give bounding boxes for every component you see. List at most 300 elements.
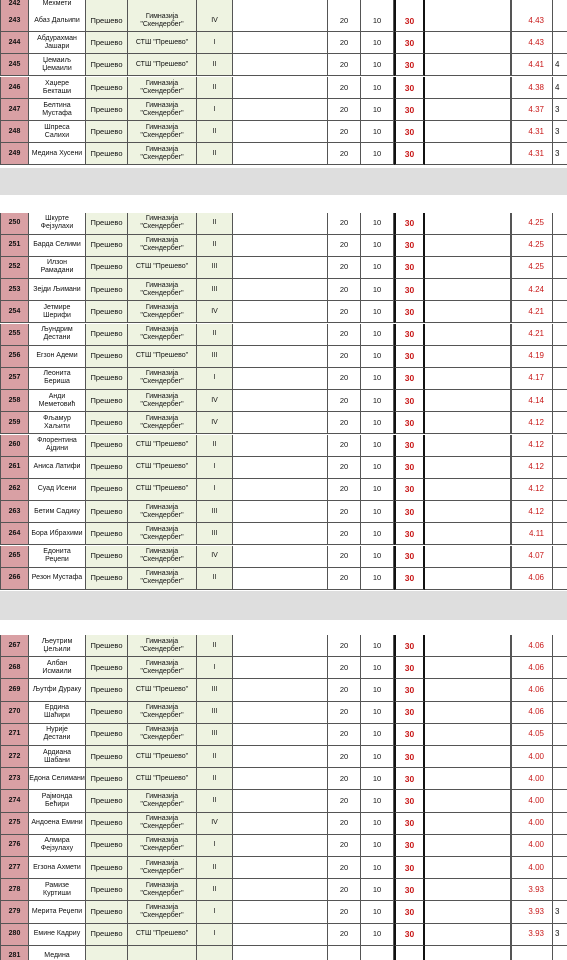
- row-number: 272: [0, 746, 29, 768]
- points-2: 10: [361, 924, 394, 946]
- city: Прешево: [86, 324, 128, 346]
- points-2: 10: [361, 901, 394, 923]
- row-number: 255: [0, 324, 29, 346]
- table-row: [0, 435, 567, 457]
- empty-cell: [425, 213, 511, 235]
- grade-average: 4.07: [511, 546, 553, 568]
- points-2: 10: [361, 457, 394, 479]
- document-page: [0, 620, 567, 960]
- empty-cell: [233, 143, 328, 165]
- empty-cell: [425, 279, 511, 301]
- points-2: 10: [361, 10, 394, 32]
- total-points: 30: [394, 346, 425, 368]
- row-number: 281: [0, 946, 29, 960]
- cut-off-value: 3: [553, 924, 567, 946]
- empty-cell: [425, 435, 511, 457]
- points-1: 20: [328, 143, 361, 165]
- school-name: Гимназија "Скендербег": [128, 790, 197, 812]
- grade-average: 4.06: [511, 679, 553, 701]
- grade: III: [197, 724, 233, 746]
- points-2: 10: [361, 479, 394, 501]
- table-row: [0, 813, 567, 835]
- student-name: Бора Ибрахими: [29, 523, 86, 545]
- table-row: [0, 924, 567, 946]
- empty-cell: [425, 879, 511, 901]
- points-2: 10: [361, 746, 394, 768]
- empty-cell: [425, 457, 511, 479]
- points-1: 20: [328, 813, 361, 835]
- empty-cell: [425, 946, 511, 960]
- grade: IV: [197, 301, 233, 323]
- cut-off-value: [553, 568, 567, 590]
- grade-average: 4.17: [511, 368, 553, 390]
- points-2: 10: [361, 857, 394, 879]
- points-2: 10: [361, 368, 394, 390]
- total-points: 30: [394, 77, 425, 99]
- cut-off-value: [553, 835, 567, 857]
- total-points: 30: [394, 768, 425, 790]
- total-points: 30: [394, 301, 425, 323]
- student-name: Ардиана Шабани: [29, 746, 86, 768]
- empty-cell: [233, 121, 328, 143]
- student-name: Рајмонда Бећири: [29, 790, 86, 812]
- school-name: Гимназија "Скендербег": [128, 324, 197, 346]
- grade-average: 4.25: [511, 235, 553, 257]
- points-1: 20: [328, 457, 361, 479]
- city: Прешево: [86, 746, 128, 768]
- school-name: Гимназија "Скендербег": [128, 635, 197, 657]
- points-1: 20: [328, 99, 361, 121]
- row-number: 271: [0, 724, 29, 746]
- empty-cell: [233, 324, 328, 346]
- empty-cell: [425, 835, 511, 857]
- table-row: [0, 32, 567, 54]
- grade-average: 4.24: [511, 279, 553, 301]
- total-points: 30: [394, 279, 425, 301]
- grade: II: [197, 213, 233, 235]
- empty-cell: [425, 121, 511, 143]
- city: Прешево: [86, 99, 128, 121]
- points-2: 10: [361, 346, 394, 368]
- points-1: 20: [328, 857, 361, 879]
- table-row: [0, 257, 567, 279]
- cut-off-value: [553, 702, 567, 724]
- table-row: [0, 946, 567, 960]
- city: Прешево: [86, 523, 128, 545]
- row-number: 249: [0, 143, 29, 165]
- school-name: Гимназија "Скендербег": [128, 857, 197, 879]
- cut-off-value: [553, 368, 567, 390]
- student-name: Емине Кадриу: [29, 924, 86, 946]
- school-name: Гимназија "Скендербег": [128, 301, 197, 323]
- grade-average: 4.41: [511, 54, 553, 76]
- city: Прешево: [86, 546, 128, 568]
- row-number: 277: [0, 857, 29, 879]
- city: Прешево: [86, 501, 128, 523]
- city: Прешево: [86, 813, 128, 835]
- school-name: Гимназија "Скендербег": [128, 546, 197, 568]
- table-row: [0, 879, 567, 901]
- grade-average: 4.14: [511, 390, 553, 412]
- empty-cell: [233, 857, 328, 879]
- grade: II: [197, 435, 233, 457]
- city: Прешево: [86, 32, 128, 54]
- grade: III: [197, 523, 233, 545]
- grade: II: [197, 768, 233, 790]
- row-number: 243: [0, 10, 29, 32]
- table-row: [0, 746, 567, 768]
- school-name: Гимназија "Скендербег": [128, 879, 197, 901]
- total-points: 30: [394, 121, 425, 143]
- grade-average: 4.06: [511, 702, 553, 724]
- points-1: 20: [328, 724, 361, 746]
- empty-cell: [425, 657, 511, 679]
- empty-cell: [425, 857, 511, 879]
- empty-cell: [233, 790, 328, 812]
- points-1: 20: [328, 657, 361, 679]
- table-row: [0, 501, 567, 523]
- city: Прешево: [86, 435, 128, 457]
- points-1: 20: [328, 257, 361, 279]
- points-1: 20: [328, 879, 361, 901]
- row-number: 257: [0, 368, 29, 390]
- total-points: 30: [394, 501, 425, 523]
- empty-cell: [425, 813, 511, 835]
- student-name: Едонита Реџепи: [29, 546, 86, 568]
- city: Прешево: [86, 235, 128, 257]
- grade-average: 4.31: [511, 143, 553, 165]
- school-name: Гимназија "Скендербег": [128, 724, 197, 746]
- student-name: Суад Исени: [29, 479, 86, 501]
- student-name: Нурије Дестани: [29, 724, 86, 746]
- total-points: 30: [394, 235, 425, 257]
- school-name: СТШ "Прешево": [128, 746, 197, 768]
- school-name: Гимназија "Скендербег": [128, 213, 197, 235]
- table-row: [0, 54, 567, 76]
- cut-off-value: [553, 857, 567, 879]
- total-points: 30: [394, 813, 425, 835]
- points-1: 20: [328, 790, 361, 812]
- grade: II: [197, 746, 233, 768]
- empty-cell: [425, 412, 511, 434]
- empty-cell: [233, 54, 328, 76]
- total-points: 30: [394, 412, 425, 434]
- row-number: 258: [0, 390, 29, 412]
- cut-off-value: [553, 813, 567, 835]
- grade-average: 4.19: [511, 346, 553, 368]
- empty-cell: [233, 99, 328, 121]
- points-2: 10: [361, 523, 394, 545]
- grade: I: [197, 835, 233, 857]
- grade-average: 4.06: [511, 635, 553, 657]
- points-1: 20: [328, 213, 361, 235]
- cut-off-value: [553, 724, 567, 746]
- city: Прешево: [86, 390, 128, 412]
- grade: II: [197, 790, 233, 812]
- student-name: Леонита Бериша: [29, 368, 86, 390]
- document-page: [0, 195, 567, 591]
- grade: III: [197, 346, 233, 368]
- points-2: 10: [361, 702, 394, 724]
- cut-off-value: [553, 501, 567, 523]
- grade: II: [197, 879, 233, 901]
- empty-cell: [425, 301, 511, 323]
- grade-average: 4.06: [511, 568, 553, 590]
- empty-cell: [233, 768, 328, 790]
- cut-off-value: 3: [553, 143, 567, 165]
- table-row: [0, 901, 567, 923]
- total-points: 30: [394, 635, 425, 657]
- school-name: Гимназија "Скендербег": [128, 702, 197, 724]
- grade: II: [197, 324, 233, 346]
- empty-cell: [425, 790, 511, 812]
- table-row: [0, 368, 567, 390]
- empty-cell: [425, 501, 511, 523]
- city: Прешево: [86, 679, 128, 701]
- points-2: 10: [361, 213, 394, 235]
- student-name: Абдурахман Јашари: [29, 32, 86, 54]
- cut-off-value: [553, 32, 567, 54]
- grade: III: [197, 257, 233, 279]
- empty-cell: [233, 346, 328, 368]
- document-page: [0, 0, 567, 168]
- row-number: 247: [0, 99, 29, 121]
- city: Прешево: [86, 479, 128, 501]
- points-2: 10: [361, 32, 394, 54]
- total-points: 30: [394, 546, 425, 568]
- grade: III: [197, 501, 233, 523]
- student-name: Егзон Адеми: [29, 346, 86, 368]
- city: Прешево: [86, 213, 128, 235]
- grade: I: [197, 99, 233, 121]
- grade-average: 4.12: [511, 435, 553, 457]
- cut-off-value: 3: [553, 121, 567, 143]
- empty-cell: [233, 77, 328, 99]
- points-1: 20: [328, 924, 361, 946]
- points-2: 10: [361, 435, 394, 457]
- points-1: 20: [328, 77, 361, 99]
- points-2: 10: [361, 279, 394, 301]
- points-1: [328, 946, 361, 960]
- empty-cell: [233, 279, 328, 301]
- empty-cell: [233, 523, 328, 545]
- points-2: 10: [361, 657, 394, 679]
- grade-average: 4.00: [511, 857, 553, 879]
- points-2: 10: [361, 568, 394, 590]
- grade: II: [197, 235, 233, 257]
- empty-cell: [233, 435, 328, 457]
- student-name: Абаз Дальипи: [29, 10, 86, 32]
- table-row: [0, 279, 567, 301]
- grade-average: 3.93: [511, 879, 553, 901]
- city: Прешево: [86, 835, 128, 857]
- grade: II: [197, 635, 233, 657]
- city: Прешево: [86, 257, 128, 279]
- empty-cell: [233, 501, 328, 523]
- points-2: 10: [361, 121, 394, 143]
- cut-off-value: [553, 257, 567, 279]
- grade: I: [197, 368, 233, 390]
- total-points: 30: [394, 724, 425, 746]
- grade-average: 4.43: [511, 10, 553, 32]
- grade: IV: [197, 10, 233, 32]
- city: Прешево: [86, 121, 128, 143]
- empty-cell: [233, 924, 328, 946]
- total-points: 30: [394, 143, 425, 165]
- grade-average: 4.43: [511, 32, 553, 54]
- cut-off-value: [553, 213, 567, 235]
- student-name: Фљамур Хаљити: [29, 412, 86, 434]
- row-number: 262: [0, 479, 29, 501]
- school-name: Гимназија "Скендербег": [128, 901, 197, 923]
- table-row: [0, 479, 567, 501]
- grade: II: [197, 77, 233, 99]
- empty-cell: [425, 523, 511, 545]
- table-row: [0, 77, 567, 99]
- row-number: 269: [0, 679, 29, 701]
- student-name: Љеутрим Џељили: [29, 635, 86, 657]
- points-1: 20: [328, 702, 361, 724]
- grade: I: [197, 32, 233, 54]
- grade-average: 4.06: [511, 657, 553, 679]
- row-number: 252: [0, 257, 29, 279]
- grade-average: 4.00: [511, 790, 553, 812]
- city: Прешево: [86, 368, 128, 390]
- row-number: 266: [0, 568, 29, 590]
- total-points: 30: [394, 924, 425, 946]
- student-name: Љутфи Дураку: [29, 679, 86, 701]
- school-name: СТШ "Прешево": [128, 54, 197, 76]
- points-1: 20: [328, 835, 361, 857]
- empty-cell: [425, 390, 511, 412]
- cut-off-value: 3: [553, 901, 567, 923]
- points-1: 20: [328, 635, 361, 657]
- empty-cell: [233, 457, 328, 479]
- points-2: 10: [361, 768, 394, 790]
- total-points: 30: [394, 790, 425, 812]
- points-1: 20: [328, 768, 361, 790]
- student-name: Јетмире Шерифи: [29, 301, 86, 323]
- empty-cell: [233, 412, 328, 434]
- student-name: Барда Селими: [29, 235, 86, 257]
- city: [86, 946, 128, 960]
- row-number: 273: [0, 768, 29, 790]
- total-points: 30: [394, 702, 425, 724]
- grade: II: [197, 568, 233, 590]
- city: Прешево: [86, 635, 128, 657]
- grade-average: 4.00: [511, 835, 553, 857]
- grade: I: [197, 901, 233, 923]
- empty-cell: [233, 679, 328, 701]
- points-2: 10: [361, 235, 394, 257]
- student-name: Џемаиљ Џемаили: [29, 54, 86, 76]
- school-name: Гимназија "Скендербег": [128, 412, 197, 434]
- cut-off-value: [553, 746, 567, 768]
- total-points: 30: [394, 54, 425, 76]
- total-points: 30: [394, 10, 425, 32]
- total-points: [394, 946, 425, 960]
- student-name: Илзон Рамадани: [29, 257, 86, 279]
- points-1: 20: [328, 546, 361, 568]
- school-name: Гимназија "Скендербег": [128, 813, 197, 835]
- table-row: [0, 121, 567, 143]
- school-name: СТШ "Прешево": [128, 768, 197, 790]
- grade-average: 4.12: [511, 412, 553, 434]
- points-2: 10: [361, 54, 394, 76]
- cut-off-value: [553, 324, 567, 346]
- grade-average: 4.37: [511, 99, 553, 121]
- cut-off-value: [553, 790, 567, 812]
- school-name: СТШ "Прешево": [128, 257, 197, 279]
- school-name: Гимназија "Скендербег": [128, 121, 197, 143]
- empty-cell: [233, 879, 328, 901]
- grade-average: 4.05: [511, 724, 553, 746]
- student-name: Хаџере Бекташи: [29, 77, 86, 99]
- grade-average: 3.93: [511, 924, 553, 946]
- city: Прешево: [86, 702, 128, 724]
- total-points: 30: [394, 479, 425, 501]
- row-number: 280: [0, 924, 29, 946]
- row-number: 263: [0, 501, 29, 523]
- table-row: [0, 657, 567, 679]
- empty-cell: [233, 657, 328, 679]
- cut-off-value: [553, 635, 567, 657]
- student-name: Албан Исмаили: [29, 657, 86, 679]
- points-2: 10: [361, 257, 394, 279]
- row-number: 270: [0, 702, 29, 724]
- student-name: Аниса Латифи: [29, 457, 86, 479]
- grade-average: 4.11: [511, 523, 553, 545]
- total-points: 30: [394, 390, 425, 412]
- grade: I: [197, 924, 233, 946]
- student-name: Резон Мустафа: [29, 568, 86, 590]
- table-row: [0, 546, 567, 568]
- cut-off-value: [553, 390, 567, 412]
- points-1: 20: [328, 32, 361, 54]
- cut-off-value: [553, 346, 567, 368]
- points-2: 10: [361, 679, 394, 701]
- empty-cell: [425, 546, 511, 568]
- city: Прешево: [86, 768, 128, 790]
- grade-average: 4.38: [511, 77, 553, 99]
- points-1: 20: [328, 324, 361, 346]
- table-row: [0, 768, 567, 790]
- points-1: 20: [328, 523, 361, 545]
- points-1: 20: [328, 368, 361, 390]
- grade: IV: [197, 390, 233, 412]
- empty-cell: [425, 54, 511, 76]
- table-row: [0, 635, 567, 657]
- points-2: 10: [361, 143, 394, 165]
- row-number: 276: [0, 835, 29, 857]
- school-name: Гимназија "Скендербег": [128, 143, 197, 165]
- empty-cell: [233, 10, 328, 32]
- cut-off-value: [553, 946, 567, 960]
- empty-cell: [425, 768, 511, 790]
- empty-cell: [233, 901, 328, 923]
- table-row: [0, 143, 567, 165]
- empty-cell: [233, 390, 328, 412]
- student-name: Шкурте Фејзулахи: [29, 213, 86, 235]
- student-name: Медина: [29, 946, 86, 960]
- cut-off-value: 4: [553, 54, 567, 76]
- grade-average: [511, 946, 553, 960]
- empty-cell: [233, 946, 328, 960]
- city: Прешево: [86, 77, 128, 99]
- student-name: Рамизе Куртиши: [29, 879, 86, 901]
- school-name: Гимназија "Скендербег": [128, 368, 197, 390]
- total-points: 30: [394, 324, 425, 346]
